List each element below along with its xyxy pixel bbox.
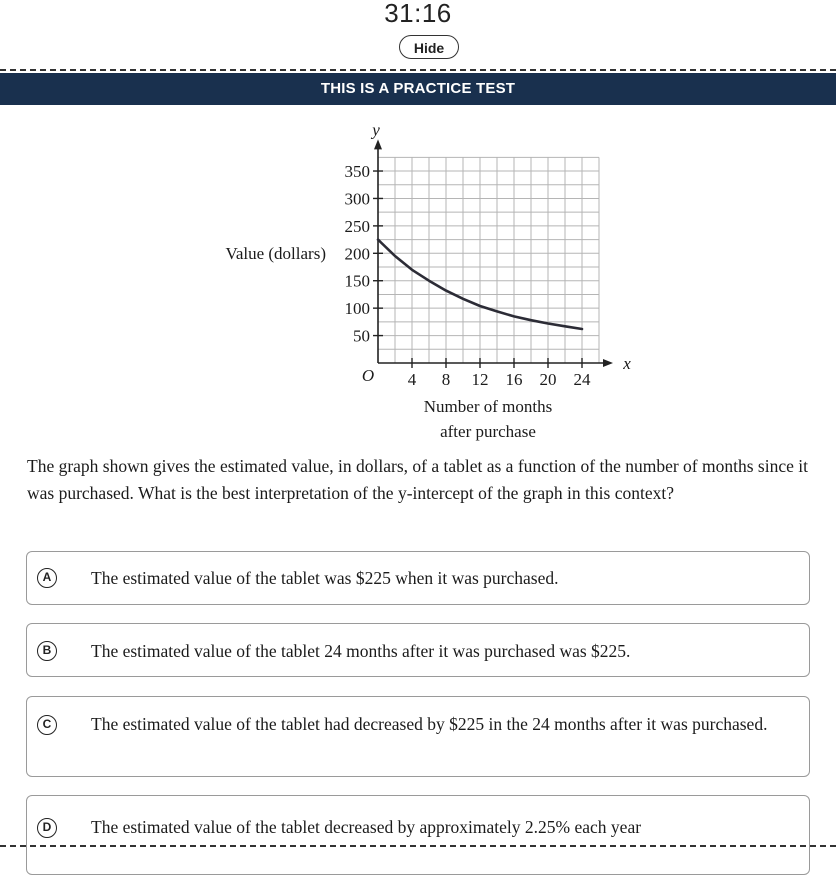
x-axis-arrow-icon <box>603 359 613 367</box>
origin-label: O <box>361 366 375 385</box>
choice-text-c: The estimated value of the tablet had decreased by $225 in the 24 months after it was purchased. <box>91 714 768 734</box>
choice-text-d: The estimated value of the tablet decreased by approximately 2.25% each year <box>91 817 642 837</box>
top-divider <box>0 69 836 71</box>
y-tick-label: 50 <box>353 326 370 346</box>
y-tick-label: 100 <box>344 299 370 319</box>
practice-test-banner: THIS IS A PRACTICE TEST <box>0 73 836 105</box>
y-tick-label: 200 <box>344 244 370 264</box>
x-axis-title-line2: after purchase <box>440 422 536 441</box>
timer: 31:16 <box>384 0 452 28</box>
choice-letter-c: C <box>37 715 57 735</box>
answer-choice-c[interactable] <box>26 696 810 777</box>
chart-area <box>0 105 836 450</box>
choice-letter-a: A <box>37 568 57 588</box>
x-tick-label: 8 <box>441 370 451 389</box>
y-axis-arrow-icon <box>374 139 382 149</box>
y-axis-letter: y <box>372 120 380 140</box>
choice-letter-d: D <box>37 818 57 838</box>
y-tick-label: 250 <box>344 216 370 236</box>
x-tick-label: 12 <box>471 370 489 389</box>
choice-text-b: The estimated value of the tablet 24 months after it was purchased was $225. <box>91 641 631 661</box>
y-tick-label: 300 <box>344 189 370 209</box>
answer-choice-d[interactable] <box>26 795 810 875</box>
hide-timer-button[interactable]: Hide <box>399 35 459 59</box>
choice-text-a: The estimated value of the tablet was $225 when it was purchased. <box>91 568 559 588</box>
answer-choice-a[interactable] <box>26 551 810 605</box>
answer-choice-b[interactable] <box>26 623 810 677</box>
x-tick-label: 24 <box>573 370 591 389</box>
y-axis-title: Value (dollars) <box>225 243 326 263</box>
y-tick-label: 150 <box>344 271 370 291</box>
x-axis-title-line1: Number of months <box>423 397 553 416</box>
x-tick-label: 4 <box>407 370 417 389</box>
y-tick-label: 350 <box>344 162 370 182</box>
bottom-divider <box>0 845 836 847</box>
x-tick-label: 20 <box>539 370 557 389</box>
choice-letter-b: B <box>37 641 57 661</box>
question-text: The graph shown gives the estimated value, in dollars, of a tablet as a function of the number of months since it was purchased. What is the best interpretation of the y-intercept of the graph in this context? <box>27 456 808 503</box>
x-tick-label: 16 <box>505 370 523 389</box>
x-axis-letter: x <box>623 354 631 373</box>
